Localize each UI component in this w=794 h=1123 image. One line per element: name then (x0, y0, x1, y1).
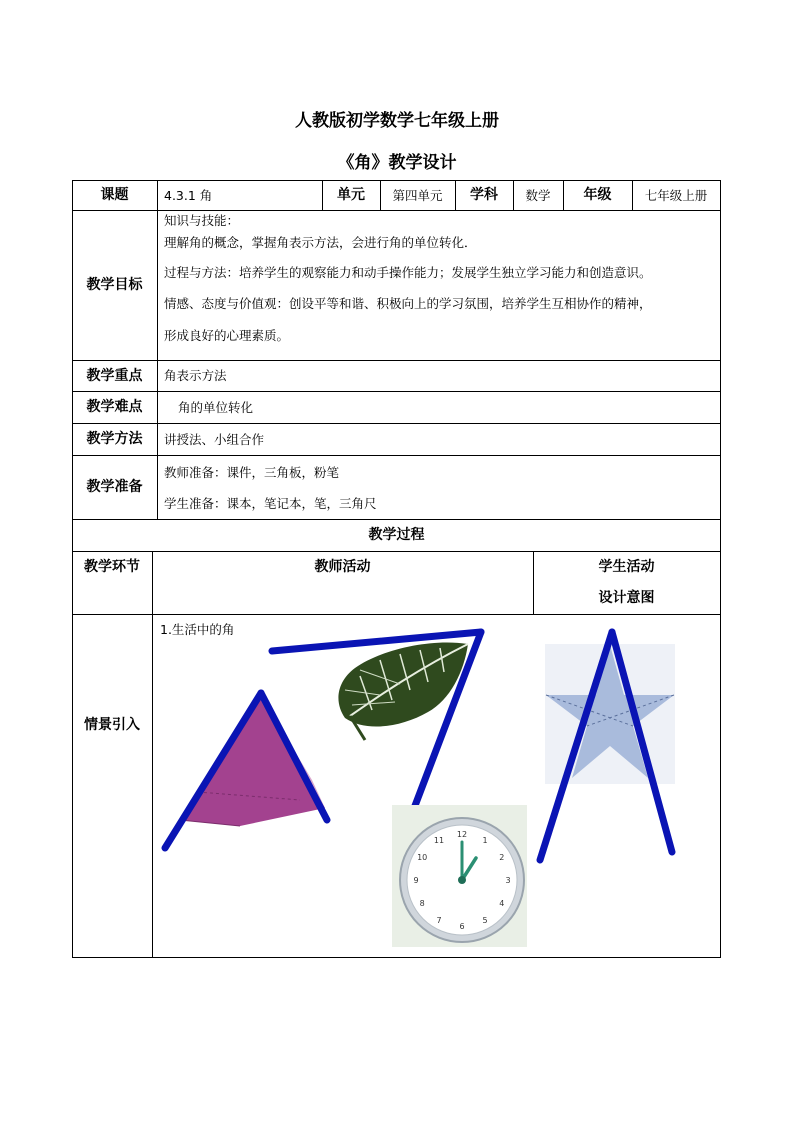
document-title: 人教版初学数学七年级上册 (295, 111, 499, 131)
key-point-label: 教学重点 (86, 368, 143, 384)
table-border (72, 180, 721, 181)
goals-line: 形成良好的心理素质。 (164, 328, 290, 343)
grade-value: 七年级上册 (644, 188, 708, 203)
clock-image (392, 805, 527, 947)
table-border (72, 519, 73, 957)
key-point-value: 角表示方法 (164, 368, 227, 383)
clock-number: 8 (419, 899, 425, 908)
table-border (72, 519, 721, 520)
clock-number: 3 (505, 876, 511, 885)
difficulty-label: 教学难点 (86, 399, 143, 415)
goals-label: 教学目标 (86, 277, 143, 293)
goals-line: 理解角的概念，掌握角表示方法，会进行角的单位转化． (164, 235, 477, 250)
grade-label: 年级 (583, 187, 612, 203)
clock-number: 5 (482, 915, 488, 925)
design-intent-header: 设计意图 (598, 590, 655, 606)
method-label: 教学方法 (86, 431, 143, 447)
unit-label: 单元 (337, 187, 365, 203)
teacher-preparation: 教师准备：课件，三角板，粉笔 (164, 465, 340, 480)
table-border (157, 180, 158, 519)
goals-line: 过程与方法：培养学生的观察能力和动手操作能力；发展学生独立学习能力和创造意识。 (164, 265, 652, 280)
star-image (545, 644, 675, 784)
clock-number: 2 (499, 853, 505, 862)
student-activity-header: 学生活动 (598, 559, 655, 575)
table-border (72, 957, 721, 958)
table-border (720, 180, 721, 519)
table-border (72, 210, 721, 211)
difficulty-value: 角的单位转化 (178, 400, 254, 415)
clock-number: 1 (482, 836, 488, 846)
subject-value: 数学 (525, 188, 551, 203)
subject-label: 学科 (470, 187, 498, 203)
document-subtitle: 《角》教学设计 (337, 153, 457, 173)
clock-number: 4 (499, 899, 505, 908)
clock-number: 9 (413, 876, 419, 885)
pyramid-image (180, 695, 325, 826)
table-border (72, 180, 73, 519)
table-border (72, 614, 721, 615)
table-border (720, 519, 721, 957)
student-preparation: 学生准备：课本，笔记本，笔，三角尺 (164, 496, 377, 511)
clock-number: 7 (436, 915, 442, 925)
unit-value: 第四单元 (392, 188, 443, 203)
topic-label: 课题 (100, 187, 129, 203)
table-border (72, 551, 721, 552)
goals-content (164, 213, 717, 348)
clock-number: 6 (459, 922, 465, 931)
preparation-label: 教学准备 (86, 479, 143, 495)
angles-in-life-illustration (153, 616, 720, 956)
clock-number: 10 (417, 853, 428, 862)
process-title: 教学过程 (368, 527, 425, 543)
table-border (72, 360, 721, 361)
table-border (72, 423, 721, 424)
topic-value: 4.3.1 角 (164, 188, 213, 203)
stage-intro-label: 情景引入 (84, 717, 140, 733)
stage-column-header: 教学环节 (84, 559, 140, 575)
method-value: 讲授法、小组合作 (164, 432, 265, 447)
goals-line: 情感、态度与价值观：创设平等和谐、积极向上的学习氛围，培养学生互相协作的精神， (164, 296, 652, 311)
life-angles-heading: 1.生活中的角 (160, 622, 235, 637)
clock-number: 12 (456, 830, 468, 839)
table-border (72, 391, 721, 392)
table-border (72, 455, 721, 456)
clock-number: 11 (433, 836, 445, 846)
goals-line: 知识与技能： (164, 213, 240, 228)
teacher-activity-header: 教师活动 (314, 559, 371, 575)
